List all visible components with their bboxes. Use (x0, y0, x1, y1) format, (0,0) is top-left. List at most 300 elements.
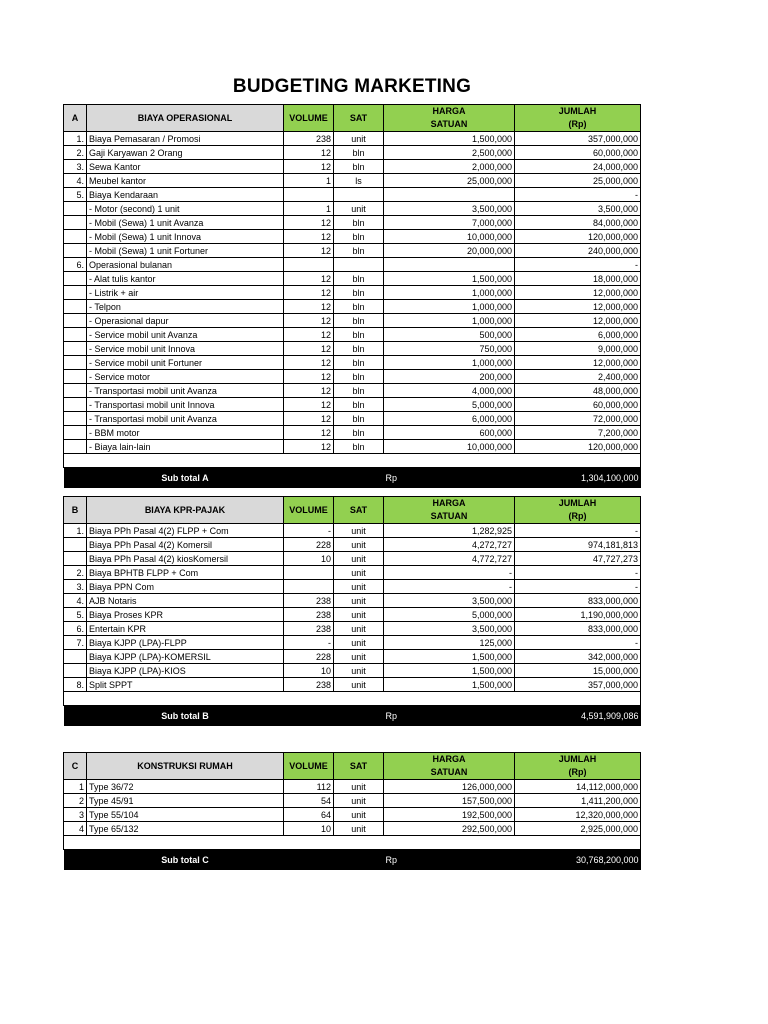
row-description: - Transportasi mobil unit Innova (87, 398, 284, 412)
row-number (64, 356, 87, 370)
row-jumlah: - (515, 566, 641, 580)
row-number: 7. (64, 636, 87, 650)
row-harga (384, 188, 515, 202)
row-jumlah: 12,000,000 (515, 286, 641, 300)
row-sat: bln (334, 230, 384, 244)
row-jumlah: 974,181,813 (515, 538, 641, 552)
subtotal-value: 30,768,200,000 (515, 850, 641, 871)
row-jumlah: 7,200,000 (515, 426, 641, 440)
row-harga: 1,500,000 (384, 664, 515, 678)
row-sat: bln (334, 384, 384, 398)
row-sat: bln (334, 440, 384, 454)
subtotal-currency: Rp (384, 850, 515, 871)
subtotal-blank (284, 706, 334, 727)
row-number (64, 328, 87, 342)
row-sat: unit (334, 524, 384, 538)
row-harga: 1,500,000 (384, 132, 515, 146)
row-number (64, 412, 87, 426)
table-row (64, 384, 641, 398)
table-row (64, 356, 641, 370)
row-sat: ls (334, 174, 384, 188)
volume-header: VOLUME (284, 105, 334, 132)
row-jumlah: 2,400,000 (515, 370, 641, 384)
subtotal-blank (64, 850, 87, 871)
section-code: A (64, 105, 87, 132)
row-number: 2 (64, 794, 87, 808)
subtotal-blank (64, 706, 87, 727)
subtotal-label: Sub total A (87, 468, 284, 489)
row-sat: unit (334, 794, 384, 808)
row-harga: 3,500,000 (384, 622, 515, 636)
row-sat (334, 188, 384, 202)
table-row (64, 664, 641, 678)
row-volume: - (284, 636, 334, 650)
row-volume: 238 (284, 622, 334, 636)
table-row (64, 342, 641, 356)
row-number (64, 314, 87, 328)
table-row (64, 146, 641, 160)
row-volume: 12 (284, 216, 334, 230)
table-row (64, 188, 641, 202)
row-number (64, 342, 87, 356)
row-number (64, 440, 87, 454)
row-description: - Listrik + air (87, 286, 284, 300)
row-description: Type 36/72 (87, 780, 284, 794)
section-table-c (63, 752, 641, 870)
table-row (64, 174, 641, 188)
section-code: B (64, 497, 87, 524)
row-number (64, 426, 87, 440)
row-harga: - (384, 566, 515, 580)
subtotal-blank (334, 850, 384, 871)
sat-header: SAT (334, 497, 384, 524)
table-row (64, 272, 641, 286)
row-description: - Service mobil unit Innova (87, 342, 284, 356)
row-harga: 2,000,000 (384, 160, 515, 174)
row-description: - Service mobil unit Fortuner (87, 356, 284, 370)
subtotal-blank (334, 706, 384, 727)
subtotal-value: 1,304,100,000 (515, 468, 641, 489)
row-harga: 1,500,000 (384, 272, 515, 286)
row-sat: unit (334, 636, 384, 650)
table-row (64, 286, 641, 300)
row-sat: unit (334, 664, 384, 678)
row-volume: 12 (284, 244, 334, 258)
row-sat: bln (334, 244, 384, 258)
row-number (64, 664, 87, 678)
table-row (64, 370, 641, 384)
row-number (64, 230, 87, 244)
table-row (64, 300, 641, 314)
row-volume: 12 (284, 146, 334, 160)
table-row (64, 216, 641, 230)
row-harga: 4,772,727 (384, 552, 515, 566)
row-jumlah: 24,000,000 (515, 160, 641, 174)
row-number: 4. (64, 594, 87, 608)
spacer-row (64, 692, 641, 706)
row-number: 3. (64, 160, 87, 174)
row-harga: 126,000,000 (384, 780, 515, 794)
row-harga: 20,000,000 (384, 244, 515, 258)
row-description: Operasional bulanan (87, 258, 284, 272)
row-harga: 1,500,000 (384, 650, 515, 664)
row-jumlah: 12,320,000,000 (515, 808, 641, 822)
row-sat: unit (334, 808, 384, 822)
row-number (64, 552, 87, 566)
subtotal-blank (64, 468, 87, 489)
row-description: Split SPPT (87, 678, 284, 692)
row-harga: 4,000,000 (384, 384, 515, 398)
row-description: - Telpon (87, 300, 284, 314)
row-sat: unit (334, 780, 384, 794)
row-sat: bln (334, 314, 384, 328)
row-volume (284, 188, 334, 202)
row-volume: 10 (284, 552, 334, 566)
row-volume: 12 (284, 286, 334, 300)
row-sat: unit (334, 552, 384, 566)
row-description: - BBM motor (87, 426, 284, 440)
spacer-cell (64, 836, 641, 850)
row-number (64, 300, 87, 314)
subtotal-label: Sub total B (87, 706, 284, 727)
row-harga: 1,000,000 (384, 286, 515, 300)
row-number: 1. (64, 132, 87, 146)
row-description: - Operasional dapur (87, 314, 284, 328)
row-description: Biaya Kendaraan (87, 188, 284, 202)
row-sat: bln (334, 356, 384, 370)
row-jumlah: 6,000,000 (515, 328, 641, 342)
row-description: Biaya BPHTB FLPP + Com (87, 566, 284, 580)
row-number: 1 (64, 780, 87, 794)
row-sat: bln (334, 328, 384, 342)
header-row (64, 497, 641, 524)
row-jumlah: 12,000,000 (515, 300, 641, 314)
row-number: 5. (64, 188, 87, 202)
row-description: - Motor (second) 1 unit (87, 202, 284, 216)
table-row (64, 808, 641, 822)
row-description: - Service mobil unit Avanza (87, 328, 284, 342)
row-volume: 1 (284, 202, 334, 216)
table-row (64, 132, 641, 146)
row-jumlah: 60,000,000 (515, 146, 641, 160)
row-sat: unit (334, 622, 384, 636)
row-harga (384, 258, 515, 272)
row-jumlah: 120,000,000 (515, 440, 641, 454)
row-volume: 12 (284, 300, 334, 314)
row-volume: 12 (284, 328, 334, 342)
table-row (64, 678, 641, 692)
row-description: Type 45/91 (87, 794, 284, 808)
table-row (64, 650, 641, 664)
sat-header: SAT (334, 105, 384, 132)
row-description: Biaya PPh Pasal 4(2) Komersil (87, 538, 284, 552)
table-row (64, 566, 641, 580)
subtotal-row (64, 706, 641, 727)
row-volume (284, 258, 334, 272)
row-jumlah: - (515, 188, 641, 202)
row-harga: 192,500,000 (384, 808, 515, 822)
row-jumlah: 48,000,000 (515, 384, 641, 398)
row-volume: 12 (284, 356, 334, 370)
row-harga: 25,000,000 (384, 174, 515, 188)
row-description: Biaya KJPP (LPA)-FLPP (87, 636, 284, 650)
row-harga: 4,272,727 (384, 538, 515, 552)
subtotal-currency: Rp (384, 706, 515, 727)
table-row (64, 412, 641, 426)
header-row (64, 753, 641, 780)
row-jumlah: 14,112,000,000 (515, 780, 641, 794)
table-row (64, 426, 641, 440)
row-volume: 238 (284, 132, 334, 146)
row-number: 4. (64, 174, 87, 188)
row-description: Type 65/132 (87, 822, 284, 836)
table-row (64, 314, 641, 328)
row-volume: 12 (284, 314, 334, 328)
subtotal-row (64, 850, 641, 871)
spacer-row (64, 836, 641, 850)
row-sat: unit (334, 202, 384, 216)
row-volume: 1 (284, 174, 334, 188)
row-jumlah: 18,000,000 (515, 272, 641, 286)
subtotal-blank (284, 850, 334, 871)
row-jumlah: 15,000,000 (515, 664, 641, 678)
row-harga: 10,000,000 (384, 230, 515, 244)
row-jumlah: 25,000,000 (515, 174, 641, 188)
row-description: - Mobil (Sewa) 1 unit Innova (87, 230, 284, 244)
row-sat: unit (334, 822, 384, 836)
row-harga: 10,000,000 (384, 440, 515, 454)
row-harga: 600,000 (384, 426, 515, 440)
subtotal-blank (334, 468, 384, 489)
row-number: 6. (64, 258, 87, 272)
row-description: - Mobil (Sewa) 1 unit Avanza (87, 216, 284, 230)
row-jumlah: 1,190,000,000 (515, 608, 641, 622)
row-description: Biaya KJPP (LPA)-KOMERSIL (87, 650, 284, 664)
section-name: KONSTRUKSI RUMAH (87, 753, 284, 780)
jumlah-header: JUMLAH (Rp) (515, 753, 641, 780)
row-description: Biaya PPN Com (87, 580, 284, 594)
row-volume: - (284, 524, 334, 538)
row-number (64, 244, 87, 258)
subtotal-value: 4,591,909,086 (515, 706, 641, 727)
row-jumlah: - (515, 580, 641, 594)
row-volume: 10 (284, 822, 334, 836)
table-row (64, 160, 641, 174)
row-jumlah: 240,000,000 (515, 244, 641, 258)
spacer-cell (64, 454, 641, 468)
subtotal-blank (284, 468, 334, 489)
table-row (64, 622, 641, 636)
table-row (64, 244, 641, 258)
row-harga: 292,500,000 (384, 822, 515, 836)
row-sat: bln (334, 426, 384, 440)
row-jumlah: 84,000,000 (515, 216, 641, 230)
row-volume: 238 (284, 678, 334, 692)
row-jumlah: 357,000,000 (515, 132, 641, 146)
table-row (64, 258, 641, 272)
row-description: - Alat tulis kantor (87, 272, 284, 286)
row-sat (334, 258, 384, 272)
row-sat: bln (334, 146, 384, 160)
row-number: 3. (64, 580, 87, 594)
table-row (64, 552, 641, 566)
row-jumlah: 357,000,000 (515, 678, 641, 692)
row-jumlah: 12,000,000 (515, 314, 641, 328)
row-jumlah: - (515, 258, 641, 272)
spacer-cell (64, 692, 641, 706)
row-sat: bln (334, 216, 384, 230)
row-jumlah: 833,000,000 (515, 622, 641, 636)
row-volume: 228 (284, 650, 334, 664)
row-sat: unit (334, 580, 384, 594)
row-sat: unit (334, 538, 384, 552)
row-harga: 200,000 (384, 370, 515, 384)
row-number: 2. (64, 566, 87, 580)
row-number (64, 216, 87, 230)
row-number: 6. (64, 622, 87, 636)
table-row (64, 636, 641, 650)
row-harga: 2,500,000 (384, 146, 515, 160)
section-name: BIAYA OPERASIONAL (87, 105, 284, 132)
row-sat: bln (334, 370, 384, 384)
header-row (64, 105, 641, 132)
volume-header: VOLUME (284, 497, 334, 524)
row-jumlah: 2,925,000,000 (515, 822, 641, 836)
row-volume: 12 (284, 272, 334, 286)
row-description: Biaya Pemasaran / Promosi (87, 132, 284, 146)
row-volume: 238 (284, 594, 334, 608)
spacer-row (64, 454, 641, 468)
row-number (64, 384, 87, 398)
row-harga: 5,000,000 (384, 608, 515, 622)
row-number: 3 (64, 808, 87, 822)
row-jumlah: 833,000,000 (515, 594, 641, 608)
volume-header: VOLUME (284, 753, 334, 780)
row-description: Sewa Kantor (87, 160, 284, 174)
row-sat: bln (334, 300, 384, 314)
row-description: Biaya Proses KPR (87, 608, 284, 622)
row-number (64, 370, 87, 384)
table-row (64, 524, 641, 538)
row-jumlah: 1,411,200,000 (515, 794, 641, 808)
table-row (64, 608, 641, 622)
row-harga: 1,000,000 (384, 314, 515, 328)
subtotal-label: Sub total C (87, 850, 284, 871)
row-sat: unit (334, 566, 384, 580)
row-number (64, 202, 87, 216)
row-number (64, 398, 87, 412)
row-description: Biaya PPh Pasal 4(2) FLPP + Com (87, 524, 284, 538)
sat-header: SAT (334, 753, 384, 780)
row-description: Type 55/104 (87, 808, 284, 822)
row-jumlah: 342,000,000 (515, 650, 641, 664)
table-row (64, 594, 641, 608)
row-sat: bln (334, 286, 384, 300)
row-volume: 12 (284, 426, 334, 440)
row-jumlah: 3,500,000 (515, 202, 641, 216)
row-volume: 12 (284, 342, 334, 356)
subtotal-row (64, 468, 641, 489)
subtotal-currency: Rp (384, 468, 515, 489)
row-sat: bln (334, 342, 384, 356)
table-row (64, 794, 641, 808)
row-harga: 1,500,000 (384, 678, 515, 692)
row-jumlah: 72,000,000 (515, 412, 641, 426)
section-table-b (63, 496, 641, 726)
jumlah-header: JUMLAH (Rp) (515, 105, 641, 132)
row-volume: 238 (284, 608, 334, 622)
row-number: 1. (64, 524, 87, 538)
row-description: Gaji Karyawan 2 Orang (87, 146, 284, 160)
row-harga: 1,000,000 (384, 356, 515, 370)
row-sat: unit (334, 678, 384, 692)
row-volume (284, 566, 334, 580)
table-row (64, 202, 641, 216)
row-volume: 12 (284, 230, 334, 244)
row-number: 4 (64, 822, 87, 836)
row-harga: 5,000,000 (384, 398, 515, 412)
table-row (64, 580, 641, 594)
table-row (64, 440, 641, 454)
row-harga: 125,000 (384, 636, 515, 650)
row-jumlah: 47,727,273 (515, 552, 641, 566)
row-volume (284, 580, 334, 594)
row-number (64, 286, 87, 300)
table-row (64, 398, 641, 412)
row-harga: 3,500,000 (384, 594, 515, 608)
section-table-a (63, 104, 641, 488)
harga-satuan-header: HARGA SATUAN (384, 753, 515, 780)
harga-satuan-header: HARGA SATUAN (384, 105, 515, 132)
row-harga: 157,500,000 (384, 794, 515, 808)
row-volume: 112 (284, 780, 334, 794)
row-description: - Transportasi mobil unit Avanza (87, 384, 284, 398)
row-jumlah: 12,000,000 (515, 356, 641, 370)
row-sat: unit (334, 132, 384, 146)
row-jumlah: 9,000,000 (515, 342, 641, 356)
row-description: Biaya PPh Pasal 4(2) kiosKomersil (87, 552, 284, 566)
row-volume: 12 (284, 370, 334, 384)
row-harga: 500,000 (384, 328, 515, 342)
row-number: 8. (64, 678, 87, 692)
row-number (64, 650, 87, 664)
row-sat: bln (334, 398, 384, 412)
row-volume: 12 (284, 440, 334, 454)
row-jumlah: 120,000,000 (515, 230, 641, 244)
row-volume: 12 (284, 384, 334, 398)
section-name: BIAYA KPR-PAJAK (87, 497, 284, 524)
row-harga: 3,500,000 (384, 202, 515, 216)
row-description: - Transportasi mobil unit Avanza (87, 412, 284, 426)
row-jumlah: 60,000,000 (515, 398, 641, 412)
row-volume: 10 (284, 664, 334, 678)
row-sat: bln (334, 272, 384, 286)
row-sat: bln (334, 412, 384, 426)
row-volume: 54 (284, 794, 334, 808)
row-harga: 7,000,000 (384, 216, 515, 230)
table-row (64, 780, 641, 794)
row-harga: 6,000,000 (384, 412, 515, 426)
jumlah-header: JUMLAH (Rp) (515, 497, 641, 524)
table-row (64, 538, 641, 552)
row-description: Meubel kantor (87, 174, 284, 188)
row-number (64, 272, 87, 286)
row-harga: - (384, 580, 515, 594)
row-harga: 1,000,000 (384, 300, 515, 314)
row-volume: 12 (284, 160, 334, 174)
harga-satuan-header: HARGA SATUAN (384, 497, 515, 524)
row-jumlah: - (515, 636, 641, 650)
